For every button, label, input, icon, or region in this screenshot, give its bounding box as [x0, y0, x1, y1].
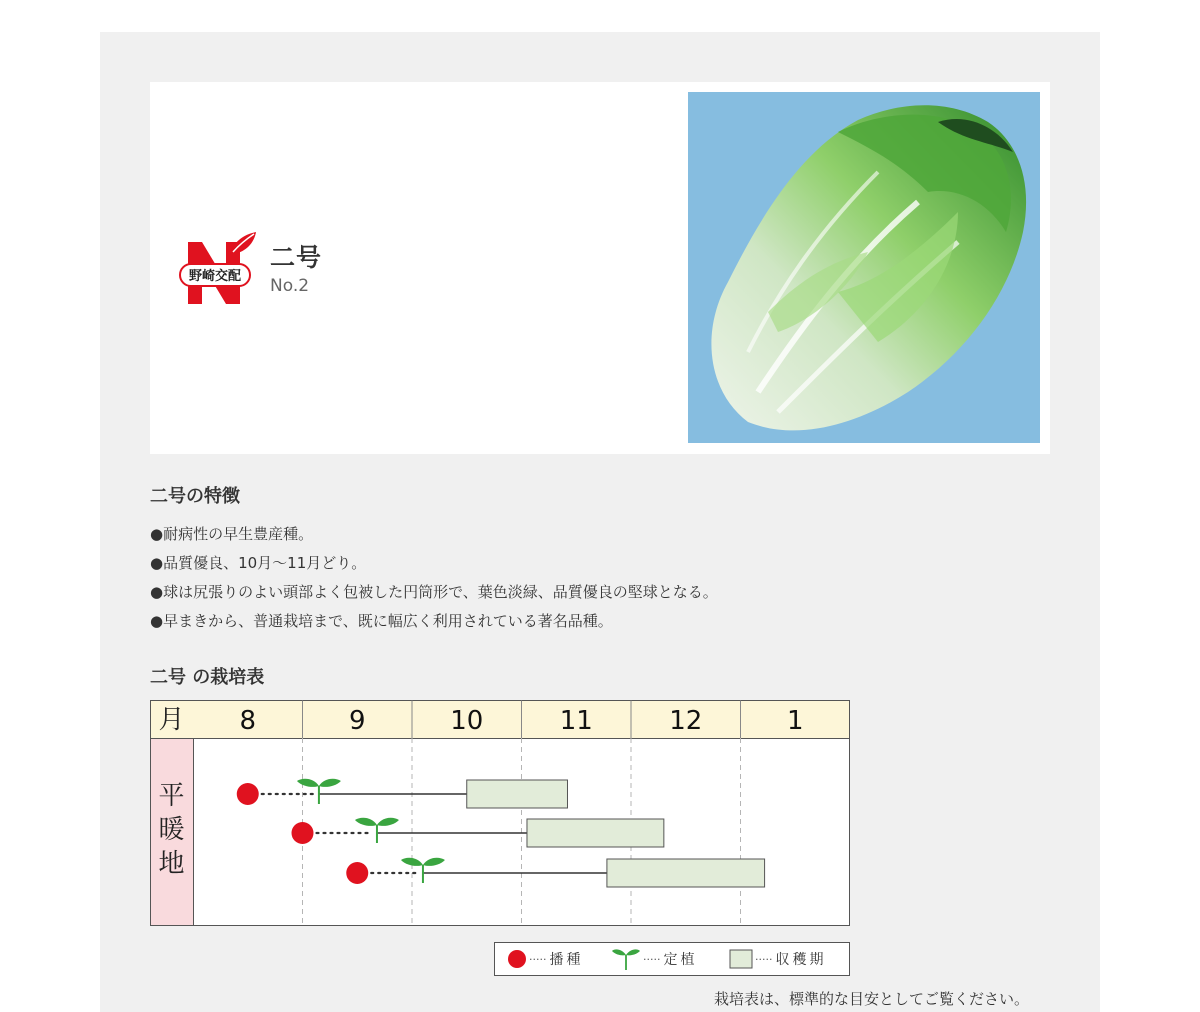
product-panel	[100, 32, 1100, 1012]
harvest-box-icon	[729, 949, 753, 969]
region-label-char: 暖	[158, 815, 185, 845]
sprout-icon	[611, 946, 641, 972]
sowing-dot-icon	[507, 949, 527, 969]
sowing-dot	[346, 862, 368, 884]
chinese-cabbage-image	[688, 92, 1040, 443]
month-label: 1	[786, 706, 804, 736]
legend-harvest-label: 収穫期	[775, 952, 827, 968]
features-list	[150, 520, 718, 636]
legend-sowing: ····· 播種	[507, 943, 583, 975]
region-label-char: 平	[158, 781, 185, 811]
feature-item: ●球は尻張りのよい頭部よく包被した円筒形で、葉色淡緑、品質優良の堅球となる。	[150, 583, 718, 601]
cultivation-chart	[150, 700, 850, 926]
chart-legend	[494, 942, 850, 976]
nozaki-logo-icon	[178, 230, 258, 310]
feature-item: ●耐病性の早生豊産種。	[150, 525, 314, 543]
schedule-note: 栽培表は、標準的な目安としてご覧ください。	[714, 990, 1030, 1008]
features-title: 二号の特徴	[150, 486, 240, 507]
legend-transplant: ····· 定植	[611, 943, 697, 975]
legend-harvest: ····· 収穫期	[729, 943, 826, 975]
legend-sowing-label: 播種	[549, 952, 584, 968]
schedule-title: 二号 の栽培表	[150, 667, 265, 688]
month-label: 10	[450, 706, 484, 736]
harvest-period-bar	[467, 780, 568, 808]
feature-item: ●早まきから、普通栽培まで、既に幅広く利用されている著名品種。	[150, 612, 613, 630]
harvest-period-bar	[607, 859, 765, 887]
region-label-char: 地	[158, 849, 185, 879]
feature-item: ●品質優良、10月〜11月どり。	[150, 554, 367, 572]
month-label: 9	[348, 706, 366, 736]
sowing-dot	[292, 822, 314, 844]
sowing-dot	[237, 783, 259, 805]
cabbage-photo	[688, 92, 1040, 443]
variety-name: 二号	[270, 243, 323, 272]
month-header-label: 月	[158, 705, 185, 735]
month-label: 12	[669, 706, 703, 736]
logo-text: 野崎交配	[188, 269, 242, 284]
harvest-period-bar	[527, 819, 664, 847]
variety-name-english: No.2	[270, 276, 310, 296]
month-label: 11	[559, 706, 593, 736]
hero-card	[150, 82, 1050, 454]
month-label: 8	[239, 706, 257, 736]
legend-transplant-label: 定植	[663, 952, 698, 968]
